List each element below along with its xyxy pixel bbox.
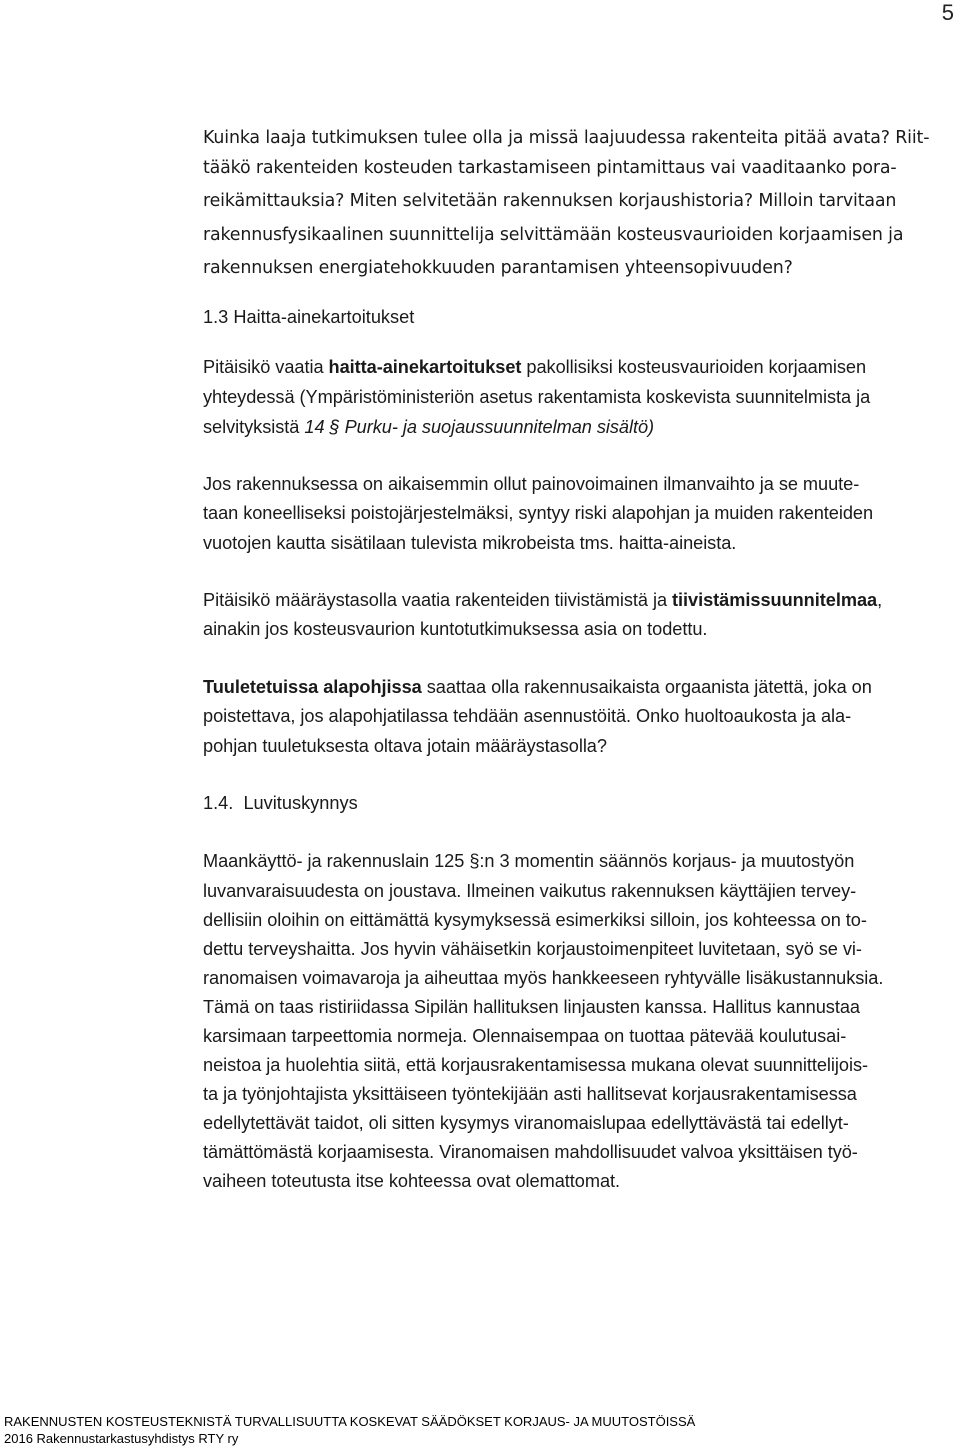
text-line: luvanvaraisuudesta on joustava. Ilmeinen vaikutus rakennuksen käyttäjien tervey- (203, 881, 857, 901)
text-line: vaiheen toteutusta itse kohteessa ovat olemattomat. (203, 1171, 621, 1191)
text-line: dettu terveyshaitta. Jos hyvin vähäisetkin korjaustoimenpiteet luvitetaan, syö se vi- (203, 939, 862, 959)
text-line: ranomaisen voimavaroja ja aiheuttaa myös hankkeeseen ryhtyvälle lisäkustannuksia. (203, 968, 884, 988)
text-line: ta ja työnjohtajista yksittäiseen työntekijään asti hallitsevat korjausrakentamisessa (203, 1084, 857, 1104)
text-line (203, 357, 866, 378)
text-span: Pitäisikö vaatia (203, 357, 329, 377)
bold-term: tiivistämissuunnitelmaa (672, 590, 878, 610)
text-line: rakennusfysikaalinen suunnittelija selvittämään kosteusvaurioiden korjaamisen ja (203, 225, 904, 245)
section-heading-1-4: 1.4. Luvituskynnys (203, 793, 358, 813)
text-line: Jos rakennuksessa on aikaisemmin ollut painovoimainen ilmanvaihto ja se muute- (203, 474, 860, 494)
text-line (203, 677, 872, 698)
text-line: poistettava, jos alapohjatilassa tehdään asennustöitä. Onko huoltoaukosta ja ala- (203, 706, 852, 726)
text-line: reikämittauksia? Miten selvitetään rakennuksen korjaushistoria? Milloin tarvitaan (203, 191, 897, 211)
text-line: Maankäyttö- ja rakennuslain 125 §:n 3 momentin säännös korjaus- ja muutostyön (203, 851, 855, 871)
text-line: tääkö rakenteiden kosteuden tarkastamiseen pintamittaus vai vaaditaanko pora- (203, 158, 897, 178)
text-span: saattaa olla rakennusaikaista orgaanista jätettä, joka on (421, 677, 872, 697)
section-heading-1-3: 1.3 Haitta-ainekartoitukset (203, 307, 415, 327)
text-line: yhteydessä (Ympäristöministeriön asetus rakentamista koskevista suunnitelmista ja (203, 387, 871, 407)
text-line: edellytettävät taidot, oli sitten kysymys viranomaislupaa edellyttävästä tai edellyt- (203, 1113, 849, 1133)
footer-title: RAKENNUSTEN KOSTEUSTEKNISTÄ TURVALLISUUTTA KOSKEVAT SÄÄDÖKSET KORJAUS- JA MUUTOSTÖISSÄ (4, 1414, 696, 1429)
text-line: ainakin jos kosteusvaurion kuntotutkimuksessa asia on todettu. (203, 619, 708, 639)
text-line: vuotojen kautta sisätilaan tulevista mikrobeista tms. haitta-aineista. (203, 533, 737, 553)
italic-reference: 14 § Purku- ja suojaussuunnitelman sisältö) (304, 417, 655, 437)
page-number: 5 (941, 0, 954, 25)
text-line: tämättömästä korjaamisesta. Viranomaisen mahdollisuudet valvoa yksittäisen työ- (203, 1142, 858, 1162)
text-line: taan koneelliseksi poistojärjestelmäksi, syntyy riski alapohjan ja muiden rakenteiden (203, 503, 874, 523)
text-line (203, 590, 882, 611)
text-line: karsimaan tarpeettomia normeja. Olennaisempaa on tuottaa pätevää koulutusai- (203, 1026, 847, 1046)
text-line (203, 417, 654, 438)
text-span: selvityksistä (203, 417, 305, 437)
footer-copyright: 2016 Rakennustarkastusyhdistys RTY ry (4, 1431, 239, 1446)
text-line: dellisiin oloihin on eittämättä kysymyksessä esimerkiksi silloin, jos kohteessa on to- (203, 910, 867, 930)
text-span: , (877, 590, 883, 610)
text-span: pakollisiksi kosteusvaurioiden korjaamisen (521, 357, 867, 377)
text-line: rakennuksen energiatehokkuuden parantamisen yhteensopivuuden? (203, 258, 793, 278)
text-line: Tämä on taas ristiriidassa Sipilän hallituksen linjausten kanssa. Hallitus kannustaa (203, 997, 860, 1017)
text-span: Pitäisikö määräystasolla vaatia rakenteiden tiivistämistä ja (203, 590, 673, 610)
text-line: pohjan tuuletuksesta oltava jotain määräystasolla? (203, 736, 607, 756)
bold-term: haitta-ainekartoitukset (328, 357, 522, 377)
text-line: Kuinka laaja tutkimuksen tulee olla ja missä laajuudessa rakenteita pitää avata? Riit- (203, 128, 930, 148)
text-line: neistoa ja huolehtia siitä, että korjausrakentamisessa mukana olevat suunnittelijois- (203, 1055, 869, 1075)
bold-term: Tuuletetuissa alapohjissa (203, 677, 422, 697)
